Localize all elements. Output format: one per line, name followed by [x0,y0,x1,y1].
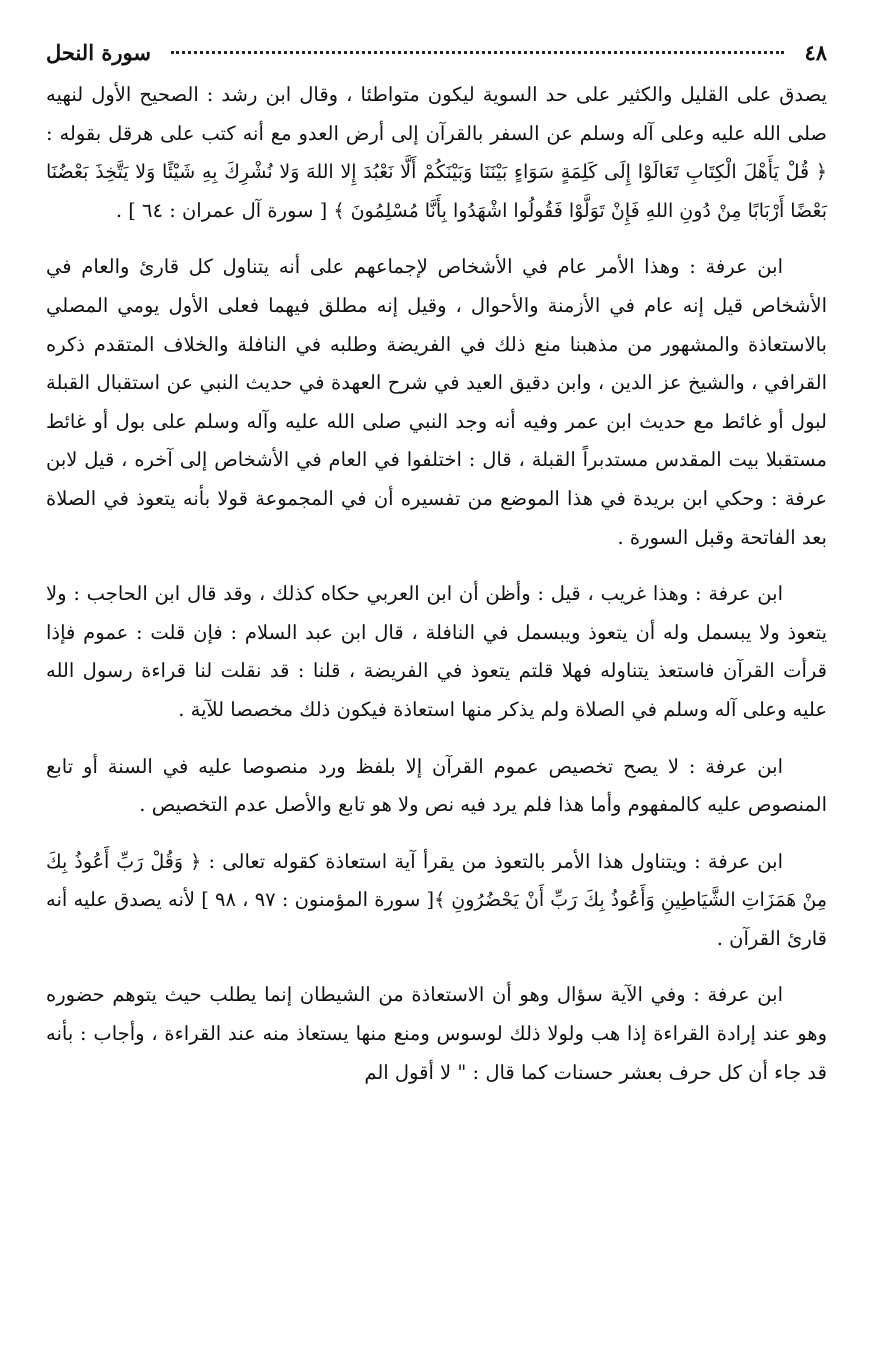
quran-verse: ﴿ قُلْ يَأَهْلَ الْكِتَابِ تَعَالَوْا إِلَى كَلِمَةٍ سَوَاءٍ بَيْنَنَا وَبَيْنَكُمْ أَلَّا نَعْبُدَ إِلا اللهَ وَلا نُشْرِكَ بِهِ شَيْئًا وَلا يَتَّخِذَ بَعْضُنَا بَعْضًا أَرْبَابًا مِنْ دُونِ اللهِ فَإِنْ تَوَلَّوْا فَقُولُوا اشْهَدُوا بِأَنَّا مُسْلِمُونَ ﴾ [46,161,827,222]
paragraph-3 [46,575,827,729]
paragraph-text: ابن عرفة : وهذا الأمر عام في الأشخاص لإجماعهم على أنه يتناول كل قارئ والعام في الأشخاص قيل إنه عام في الأزمنة والأحوال ، وقيل إنه مطلق فيهما فعلى الأول يومي المصلي بالاستعاذة والمشهور من مذهبنا منع ذلك في الفريضة وطلبه في النافلة والخلاف المتقدم ذكره القرافي ، والشيخ عز الدين ، وابن دقيق العيد في شرح العهدة في حديث النبي عن استقبال القبلة لبول أو غائط مع حديث ابن عمر وفيه أنه وجد النبي صلى الله عليه وآله وسلم على بول أو غائط مستقبلا بيت المقدس مستدبراً القبلة ، قال : اختلفوا في العام في الأشخاص إلى آخره ، قيل لابن عرفة : وحكي ابن بريدة في هذا الموضع من تفسيره أن في المجموعة قولا بأنه يتعوذ في الصلاة بعد الفاتحة وقبل السورة . [46,255,827,549]
paragraph-6 [46,976,827,1092]
paragraph-text: يصدق على القليل والكثير على حد السوية ليكون متواطئا ، وقال ابن رشد : الصحيح الأول لنهيه صلى الله عليه وعلى آله وسلم عن السفر بالقرآن إلى أرض العدو مع أنه كتب على هرقل بقوله : [46,83,827,145]
paragraph-1 [46,76,827,230]
running-header [46,40,827,76]
paragraph-4 [46,748,827,825]
verse-reference: [ سورة المؤمنون : ٩٧ ، ٩٨ ] لأنه يصدق عليه أنه قارئ القرآن . [45,888,827,950]
paragraph-text: ابن عرفة : ويتناول هذا الأمر بالتعوذ من يقرأ آية استعاذة كقوله تعالى : [201,849,783,873]
header-dotted-leader [171,51,785,54]
surah-title: سورة النحل [46,40,151,65]
paragraph-text: ابن عرفة : لا يصح تخصيص عموم القرآن إلا بلفظ ورد منصوصا عليه في السنة أو تابع المنصوص عليه كالمفهوم وأما هذا فلم يرد فيه نص ولا هو تابع والأصل عدم التخصيص . [46,754,827,817]
paragraph-5 [46,843,827,959]
paragraph-text: ابن عرفة : وفي الآية سؤال وهو أن الاستعاذة من الشيطان إنما يطلب حيث يتوهم حضوره وهو عند إرادة القراءة إذا هب ولولا ذلك لوسوس ومنع منها يستعاذ منه عند القراءة ، وأجاب : بأنه قد جاء أن كل حرف بعشر حسنات كما قال : " لا أقول الم [46,983,827,1084]
paragraph-text: ابن عرفة : وهذا غريب ، قيل : وأظن أن ابن العربي حكاه كذلك ، وقد قال ابن الحاجب : ولا يتعوذ ولا يبسمل وله أن يتعوذ ويبسمل في النافلة ، قال ابن عبد السلام : فإن قلت : عموم فإذا قرأت القرآن فاستعذ يتناوله فهلا قلتم يتعوذ في الفريضة ، قلنا : قد نقلت لنا قراءة رسول الله عليه وعلى آله وسلم في الصلاة ولم يذكر منها استعاذة فيكون ذلك مخصصا للآية . [46,582,827,721]
page-number: ٤٨ [804,40,827,65]
verse-reference: [ سورة آل عمران : ٦٤ ] . [115,198,334,222]
book-page [46,40,827,1092]
paragraph-2 [46,248,827,557]
quran-verse: ﴿ وَقُلْ رَبِّ أَعُوذُ بِكَ مِنْ هَمَزَاتِ الشَّيَاطِينِ وَأَعُوذُ بِكَ رَبِّ أَنْ يَحْضُرُونِ ﴾ [46,850,827,912]
